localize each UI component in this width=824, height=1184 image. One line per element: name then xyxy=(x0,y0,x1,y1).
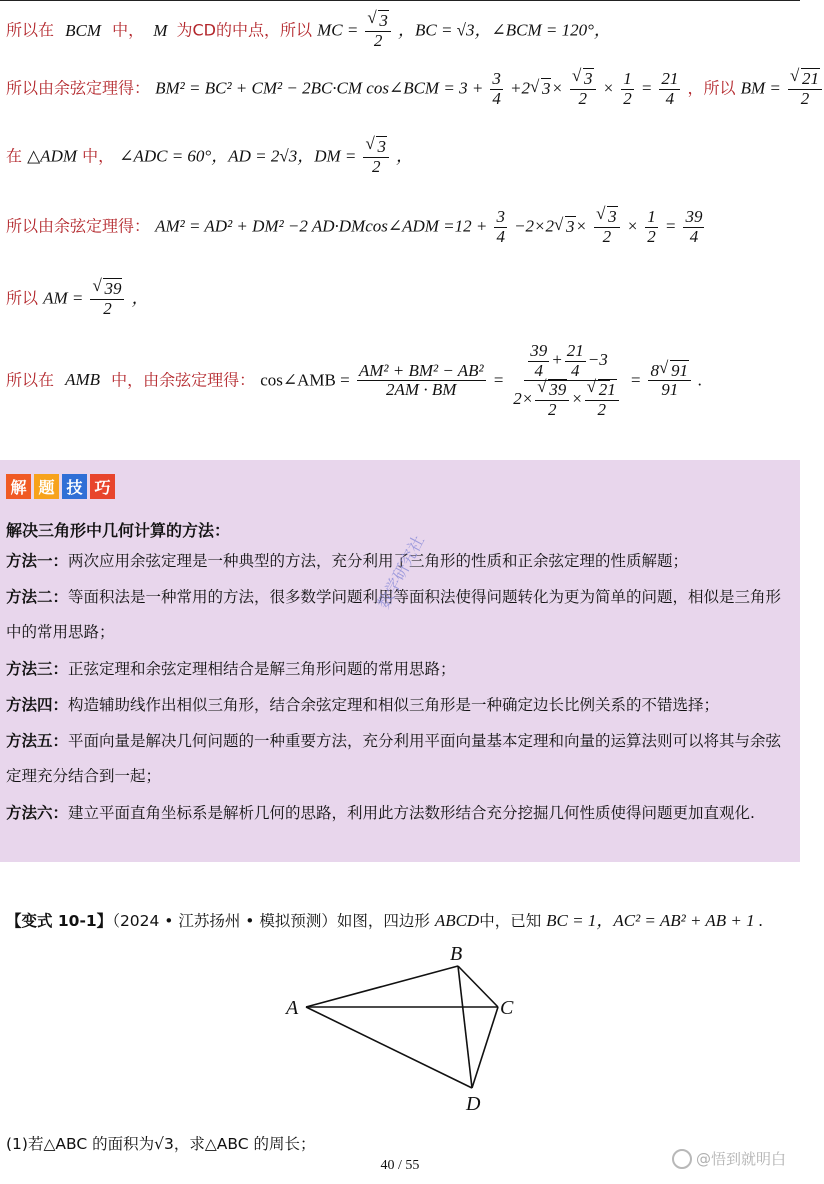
fraction: $\frac{21}{4}$ xyxy=(661,69,679,108)
math: cos∠AMB = xyxy=(260,370,350,390)
brand-icon xyxy=(672,1149,692,1169)
fraction: √ $\frac{3}{2}$ xyxy=(570,70,596,108)
text: 在 xyxy=(6,146,23,166)
solution-line-1 xyxy=(6,12,611,50)
text: 中， xyxy=(112,20,145,40)
quadrilateral-figure xyxy=(280,940,520,1120)
fraction: √ $\frac{3}{2}$ xyxy=(365,12,391,50)
fraction: $\frac{8√ 91}{91}$ xyxy=(648,362,691,400)
solution-line-6: 所以在 AMB 中，由余弦定理得： cos∠AMB = $\frac{\text{AM² + BM² − AB²}}{2AM \cdot BM}$ = $\frac{39}{4}$ + $\frac{21}{4}$ −3 2× √ $\frac{39}{2}$ × √ $\frac{21}{2}$ = $\frac{8√ 91}{91}$ . xyxy=(6,342,702,420)
math: ∠ADC = 60°，AD = 2√3，DM = xyxy=(119,146,357,166)
fraction: √ $\frac{39}{2}$ xyxy=(90,280,124,318)
edge-bc xyxy=(458,966,498,1007)
fraction: $\frac{3}{4}$ xyxy=(492,69,501,108)
solution-line-3: 在 △ADM 中， ∠ADC = 60°，AD = 2√3，DM = √ $\frac{3}{2}$ ， xyxy=(6,138,413,176)
math: AM² = AD² + DM² −2 AD·DMcos∠ADM =12 + xyxy=(155,216,488,236)
label-a: A xyxy=(286,997,299,1019)
label-c: C xyxy=(500,997,514,1019)
watermark: 数学研究社 xyxy=(373,532,429,612)
method-1: 方法一：两次应用余弦定理是一种典型的方法，充分利用了三角形的性质和正余弦定理的性质解题； xyxy=(6,552,689,570)
tips-title: 解决三角形中几何计算的方法： xyxy=(6,521,231,540)
fraction: √ $\frac{21}{2}$ xyxy=(788,70,822,108)
fraction: $\frac{1}{2}$ xyxy=(623,69,632,108)
page-number: 40 / 55 xyxy=(380,1158,420,1173)
math: ，BC = √3，∠BCM = 120°， xyxy=(397,20,611,40)
top-rule xyxy=(0,0,800,1)
complex-fraction: $\frac{39}{4}$ + $\frac{21}{4}$ −3 2× √ $\frac{39}{2}$ × √ $\frac{21}{2}$ xyxy=(511,342,622,420)
method-3: 方法三：正弦定理和余弦定理相结合是解三角形问题的常用思路； xyxy=(6,660,456,678)
brand-text: @悟到就明白 xyxy=(695,1150,786,1168)
badge: 技 xyxy=(62,474,87,499)
fraction: $\frac{39}{4}$ xyxy=(685,207,703,246)
edge-ab xyxy=(306,966,458,1007)
math: BC = 1，AC² = AB² + AB + 1 . xyxy=(546,911,764,930)
text: 所以在 xyxy=(6,370,55,390)
badge: 巧 xyxy=(90,474,115,499)
text: 中，已知 xyxy=(479,912,542,930)
fraction: √ $\frac{3}{2}$ xyxy=(594,208,620,246)
text: 所以由余弦定理得： xyxy=(6,78,151,98)
tips-badges xyxy=(6,474,115,499)
math: AM = xyxy=(43,288,84,308)
method-2: 方法二：等面积法是一种常用的方法，很多数学问题利用等面积法使得问题转化为更为简单的问题，相似是三角形中的常用思路； xyxy=(6,588,782,641)
text: （2024 • 江苏扬州 • 模拟预测）如图，四边形 xyxy=(112,912,430,930)
math: BCM xyxy=(65,20,101,40)
brand-watermark xyxy=(672,1148,786,1169)
label-d: D xyxy=(466,1093,481,1115)
variant-tag: 【变式 10-1】 xyxy=(6,912,113,930)
edge-ad xyxy=(306,1007,472,1088)
text: 中， xyxy=(82,146,115,166)
math: BM² = BC² + CM² − 2BC·CM cos∠BCM = 3 + xyxy=(155,78,484,98)
fraction: $\frac{\text{AM² + BM² − AB²}}{2AM \cdot BM}$ xyxy=(358,360,484,400)
variant-problem xyxy=(6,906,763,931)
method-5: 方法五：平面向量是解决几何问题的一种重要方法，充分利用平面向量基本定理和向量的运算法则可以将其与余弦定理充分结合到一起； xyxy=(6,732,782,785)
method-4: 方法四：构造辅助线作出相似三角形，结合余弦定理和相似三角形是一种确定边长比例关系的不错选择； xyxy=(6,696,720,714)
solution-line-5: 所以 AM = √ $\frac{39}{2}$ ， xyxy=(6,280,149,318)
text: 中，由余弦定理得： xyxy=(111,370,256,390)
fraction: $\frac{1}{2}$ xyxy=(647,207,656,246)
math: AMB xyxy=(65,370,101,390)
tips-box xyxy=(0,460,800,862)
badge: 题 xyxy=(34,474,59,499)
label-b: B xyxy=(450,943,463,965)
text: 所以由余弦定理得： xyxy=(6,216,151,236)
question-1: (1)若△ABC 的面积为√3，求△ABC 的周长； xyxy=(6,1135,316,1153)
text: 所以 xyxy=(6,288,39,308)
fraction: √ $\frac{3}{2}$ xyxy=(363,138,389,176)
solution-line-4: 所以由余弦定理得： AM² = AD² + DM² −2 AD·DMcos∠ADM =12 + $\frac{3}{4}$ −2×2√ 3× √ $\frac{3}{2}$ × $\frac{1}{2}$ = $\frac{39}{4}$ xyxy=(6,208,706,246)
edge-cd xyxy=(472,1007,498,1088)
math: M xyxy=(153,20,168,40)
solution-line-2: 所以由余弦定理得： BM² = BC² + CM² − 2BC·CM cos∠BCM = 3 + $\frac{3}{4}$ +2√ 3× √ $\frac{3}{2}$ × $\frac{1}{2}$ = $\frac{21}{4}$ ，所以 BM = √ $\frac{21}{2}$ xyxy=(6,70,824,108)
math: ABCD xyxy=(434,911,480,930)
badge: 解 xyxy=(6,474,31,499)
math: MC = xyxy=(317,20,359,40)
text: 为CD的中点，所以 xyxy=(176,20,312,40)
text: 所以在 xyxy=(6,20,55,40)
fraction: $\frac{3}{4}$ xyxy=(496,207,505,246)
method-6: 方法六：建立平面直角坐标系是解析几何的思路，利用此方法数形结合充分挖掘几何性质使得问题更加直观化. xyxy=(6,804,755,822)
math: △ADM xyxy=(27,146,78,166)
text: ，所以 xyxy=(687,78,736,98)
edge-bd xyxy=(458,966,472,1088)
math: BM = xyxy=(740,78,781,98)
